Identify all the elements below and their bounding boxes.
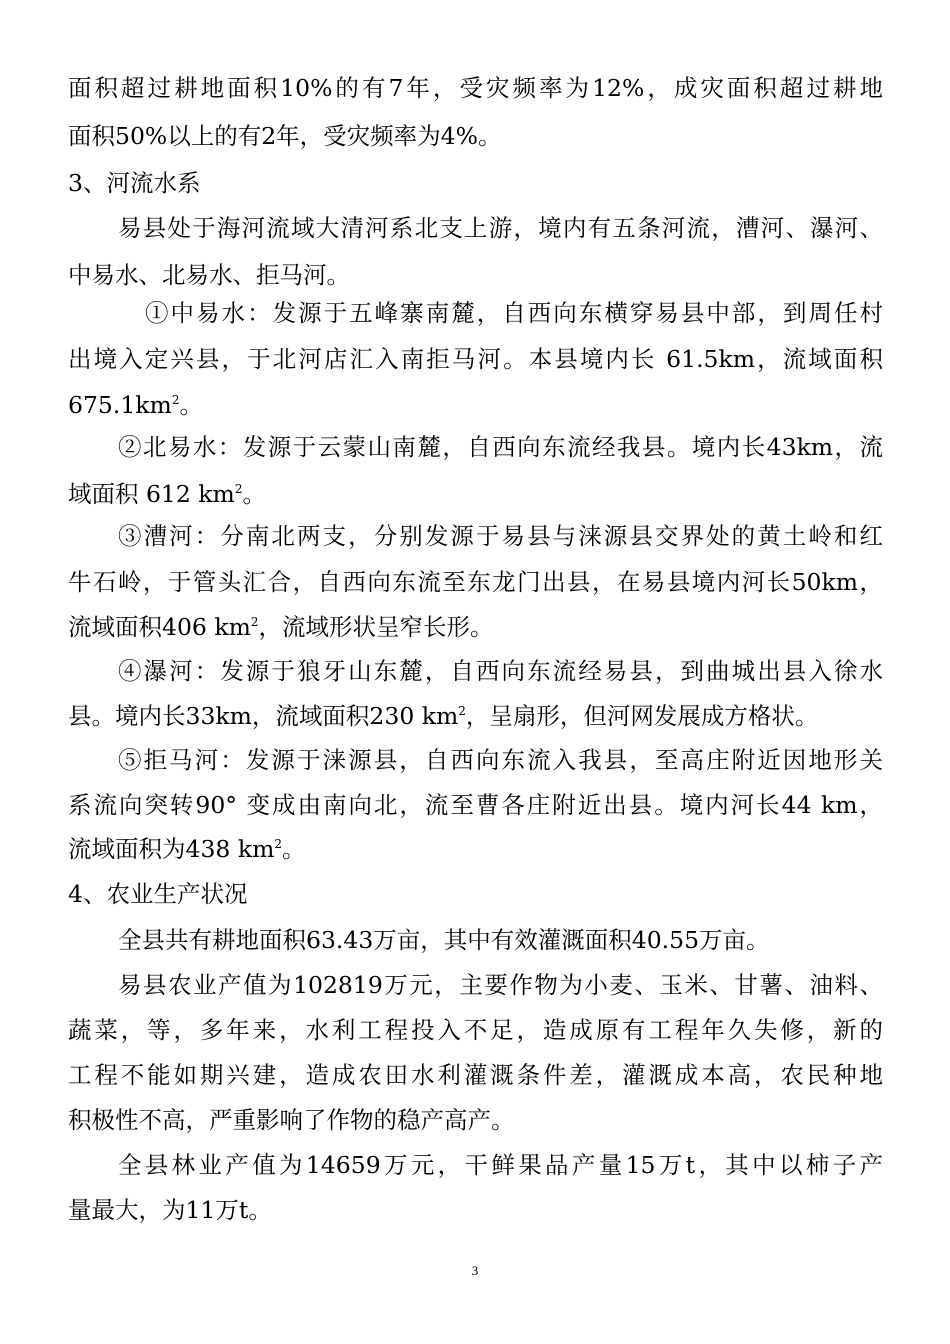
text-line: 域面积 612 $km^2$。: [68, 480, 266, 508]
text-line: 全县共有耕地面积63.43万亩，其中有效灌溉面积40.55万亩。: [118, 926, 770, 954]
text-line: ④瀑河：发源于狼牙山东麓，自西向东流经易县，到曲城出县入徐水: [118, 657, 883, 685]
text-line: 面积50%以上的有2年，受灾频率为4%。: [68, 122, 502, 150]
page-number: 3: [471, 1263, 479, 1278]
text-line: 中易水、北易水、拒马河。: [68, 261, 350, 289]
text-line: 面积超过耕地面积10%的有7年，受灾频率为12%，成灾面积超过耕地: [68, 74, 883, 102]
text-line: 牛石岭，于管头汇合，自西向东流至东龙门出县，在易县境内河长50km，: [68, 568, 883, 596]
text-line: ①中易水：发源于五峰寨南麓，自西向东横穿易县中部，到周任村: [145, 299, 883, 327]
text-line: 全县林业产值为14659万元，干鲜果品产量15万t，其中以柿子产: [118, 1151, 883, 1179]
text-line: 出境入定兴县，于北河店汇入南拒马河。本县境内长 61.5km，流域面积: [68, 345, 883, 373]
text-line: 积极性不高，严重影响了作物的稳产高产。: [68, 1106, 515, 1134]
section-heading: 4、农业生产状况: [68, 880, 248, 908]
text-line: 蔬菜，等，多年来，水利工程投入不足，造成原有工程年久失修，新的: [68, 1016, 883, 1044]
text-line: 流域面积406 $km^2$，流域形状呈窄长形。: [68, 613, 494, 641]
text-line: 系流向突转90° 变成由南向北，流至曹各庄附近出县。境内河长44 km，: [68, 791, 883, 819]
text-line: 县。境内长33km，流域面积230 $km^2$，呈扇形，但河网发展成方格状。: [68, 702, 819, 730]
text-line: 易县农业产值为102819万元，主要作物为小麦、玉米、甘薯、油料、: [118, 971, 883, 999]
text-line: 流域面积为438 $km^2$。: [68, 835, 306, 863]
text-line: 工程不能如期兴建，造成农田水利灌溉条件差，灌溉成本高，农民种地: [68, 1061, 883, 1089]
section-heading: 3、河流水系: [68, 169, 201, 197]
text-line: ③漕河：分南北两支，分别发源于易县与涞源县交界处的黄土岭和红: [118, 522, 883, 550]
text-line: 易县处于海河流域大清河系北支上游，境内有五条河流，漕河、瀑河、: [118, 214, 883, 242]
text-line: ⑤拒马河：发源于涞源县，自西向东流入我县，至高庄附近因地形关: [118, 746, 883, 774]
text-line: 量最大，为11万t。: [68, 1196, 272, 1224]
text-line: ②北易水：发源于云蒙山南麓，自西向东流经我县。境内长43km，流: [118, 433, 883, 461]
text-line: $675.1km^2$。: [68, 391, 203, 419]
